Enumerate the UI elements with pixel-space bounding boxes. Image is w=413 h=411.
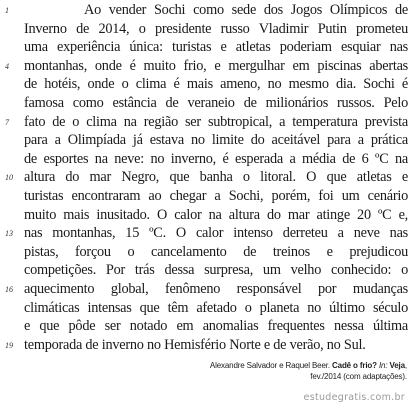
line-text: climáticas intensas que têm afetado o planeta no último século: [24, 299, 408, 316]
passage-line: [5, 224, 408, 243]
line-text: muito mais inusitado. O calor na altura do mar atinge 20 ºC e,: [24, 206, 408, 223]
line-text: turistas encontraram ao chegar a Sochi, porém, foi um cenário: [24, 187, 408, 204]
passage-line: [5, 113, 408, 132]
line-number: 19: [5, 340, 13, 350]
passage: [5, 1, 408, 354]
passage-line: [24, 243, 408, 262]
line-text: de esportes na neve: no inverno, é esperada a média de 6 ºC na: [24, 150, 408, 167]
passage-line: [24, 206, 408, 225]
passage-line: [24, 38, 408, 57]
passage-line: [24, 94, 408, 113]
line-text: famosa como estância de veraneio de milionários russos. Pelo: [24, 94, 408, 111]
passage-line: [5, 336, 408, 355]
source-authors: Alexandre Salvador e Raquel Beer.: [209, 361, 330, 370]
passage-line: [24, 187, 408, 206]
passage-line: [24, 317, 408, 336]
passage-line: [5, 57, 408, 76]
line-text: para a Olimpíada já estava no limite do aceitável para a prática: [24, 132, 408, 149]
source-citation: [207, 360, 407, 382]
passage-line: [24, 150, 408, 169]
source-publication: Veja: [389, 361, 405, 370]
line-text: Inverno de 2014, o presidente russo Vladimir Putin prometeu: [24, 20, 408, 37]
line-number: 13: [5, 229, 13, 239]
line-text: fato de o clima na região ser subtropical, a temperatura prevista: [24, 113, 408, 130]
passage-line: [5, 1, 408, 20]
source-in-label: In:: [378, 361, 388, 370]
line-text: temporada de inverno no Hemisfério Norte e de verão, no Sul.: [24, 336, 366, 353]
line-text: uma experiência única: turistas e atletas poderiam esquiar nas: [24, 39, 408, 56]
line-number: 4: [5, 61, 9, 71]
line-number: 7: [5, 117, 9, 127]
line-text: montanhas, onde é muito frio, e mergulhar em piscinas abertas: [24, 57, 408, 74]
source-details: , fev./2014 (com adaptações).: [310, 361, 407, 381]
line-text: Ao vender Sochi como sede dos Jogos Olímpicos de: [84, 2, 408, 18]
line-number: 16: [5, 284, 13, 294]
line-text: pistas, forçou o cancelamento de treinos e prejudicou: [24, 243, 408, 260]
passage-line: [24, 131, 408, 150]
line-number: 10: [5, 173, 13, 183]
passage-line: [24, 299, 408, 318]
line-text: aquecimento global, fenômeno responsável por mudanças: [24, 280, 408, 297]
line-text: nas montanhas, 15 ºC. O calor intenso derreteu a neve nas: [24, 225, 408, 242]
line-text: e que pôde ser notado em anomalias frequentes nessa última: [24, 318, 408, 335]
passage-line: [24, 20, 408, 39]
line-text: competições. Por trás dessa surpresa, um velho conhecido: o: [24, 262, 408, 279]
line-text: de hotéis, onde o clima é mais ameno, no mesmo dia. Sochi é: [24, 76, 408, 93]
passage-line: [24, 75, 408, 94]
passage-line: [24, 261, 408, 280]
line-text: altura do mar Negro, que banha o litoral. O que atletas e: [24, 169, 408, 186]
site-watermark: estudegratis.com.br: [303, 392, 405, 403]
passage-line: [5, 280, 408, 299]
line-number: 1: [5, 6, 9, 15]
source-title: Cadê o frio?: [332, 361, 377, 370]
passage-line: [5, 168, 408, 187]
